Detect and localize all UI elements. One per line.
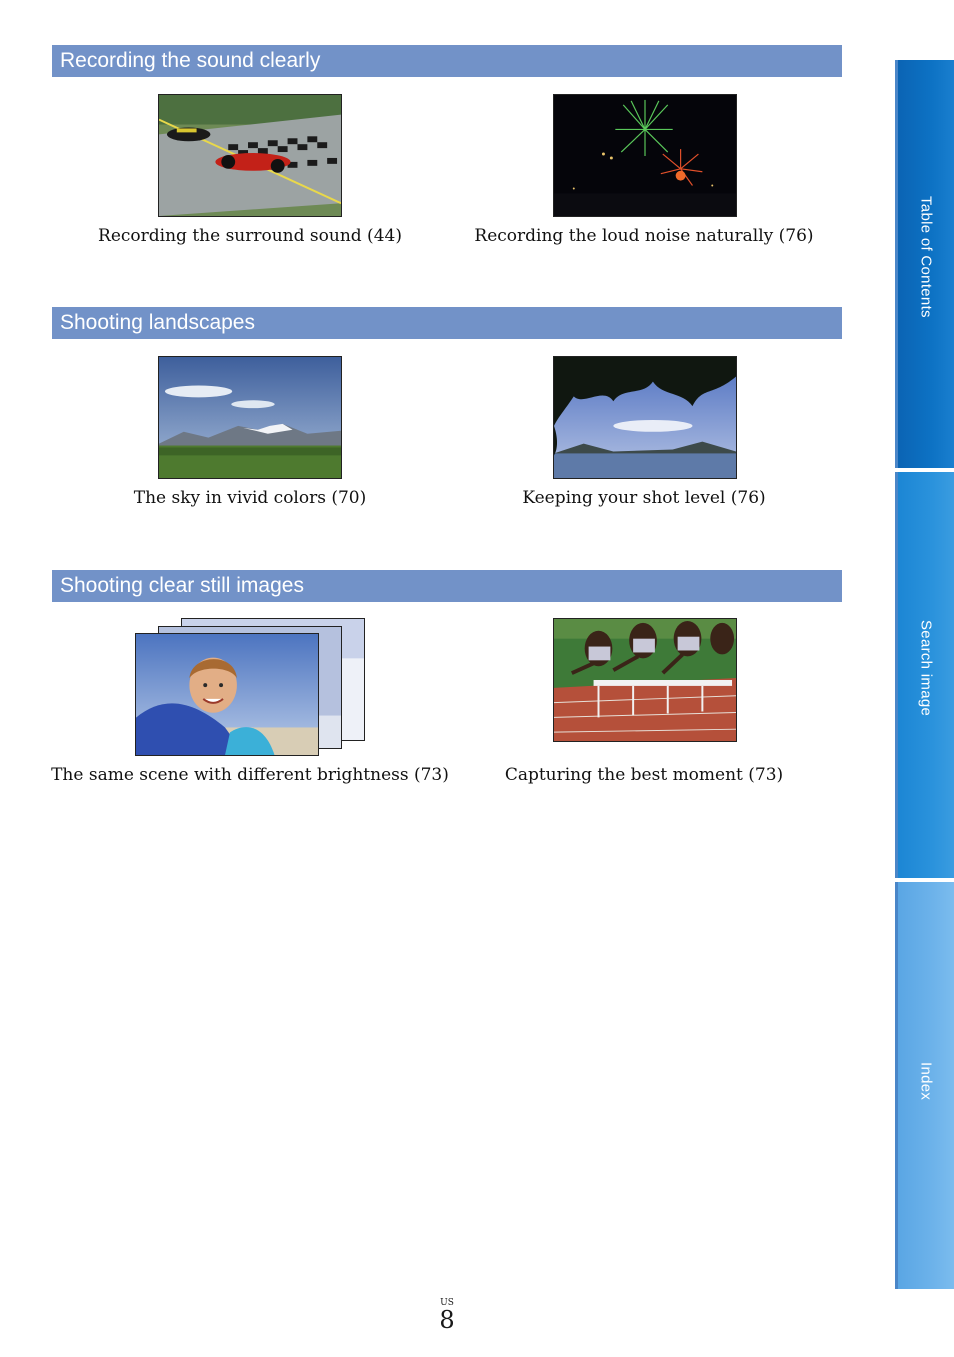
caption-brightness: The same scene with different brightness (73) <box>51 765 449 785</box>
fireworks-image[interactable] <box>553 94 737 217</box>
caption-loud-noise: Recording the loud noise naturally (76) <box>474 226 814 246</box>
section-header-landscapes <box>52 307 842 339</box>
page-number <box>436 1298 458 1332</box>
tab-label: Index <box>917 1062 935 1101</box>
lake-trees-image[interactable] <box>553 356 737 479</box>
caption-surround-sound: Recording the surround sound (44) <box>98 226 402 246</box>
race-car-image[interactable] <box>158 94 342 217</box>
section-header-sound <box>52 45 842 77</box>
hurdlers-image[interactable] <box>553 618 737 742</box>
caption-shot-level: Keeping your shot level (76) <box>522 488 766 508</box>
caption-sky-vivid: The sky in vivid colors (70) <box>133 488 367 508</box>
tab-index[interactable] <box>895 882 954 1289</box>
caption-best-moment: Capturing the best moment (73) <box>504 765 784 785</box>
boy-stacked-images[interactable] <box>135 618 367 758</box>
section-title: Shooting landscapes <box>60 311 255 334</box>
page-number-value: 8 <box>439 1306 455 1334</box>
tab-table-of-contents[interactable] <box>895 60 954 468</box>
mountain-sky-image[interactable] <box>158 356 342 479</box>
tab-label: Table of Contents <box>917 196 935 318</box>
page-region: US <box>440 1298 454 1308</box>
tab-label: Search image <box>917 620 935 717</box>
section-title: Shooting clear still images <box>60 574 304 597</box>
boy-frame <box>135 633 319 756</box>
tab-search-image[interactable] <box>895 472 954 878</box>
section-header-still-images <box>52 570 842 602</box>
section-title: Recording the sound clearly <box>60 49 321 72</box>
